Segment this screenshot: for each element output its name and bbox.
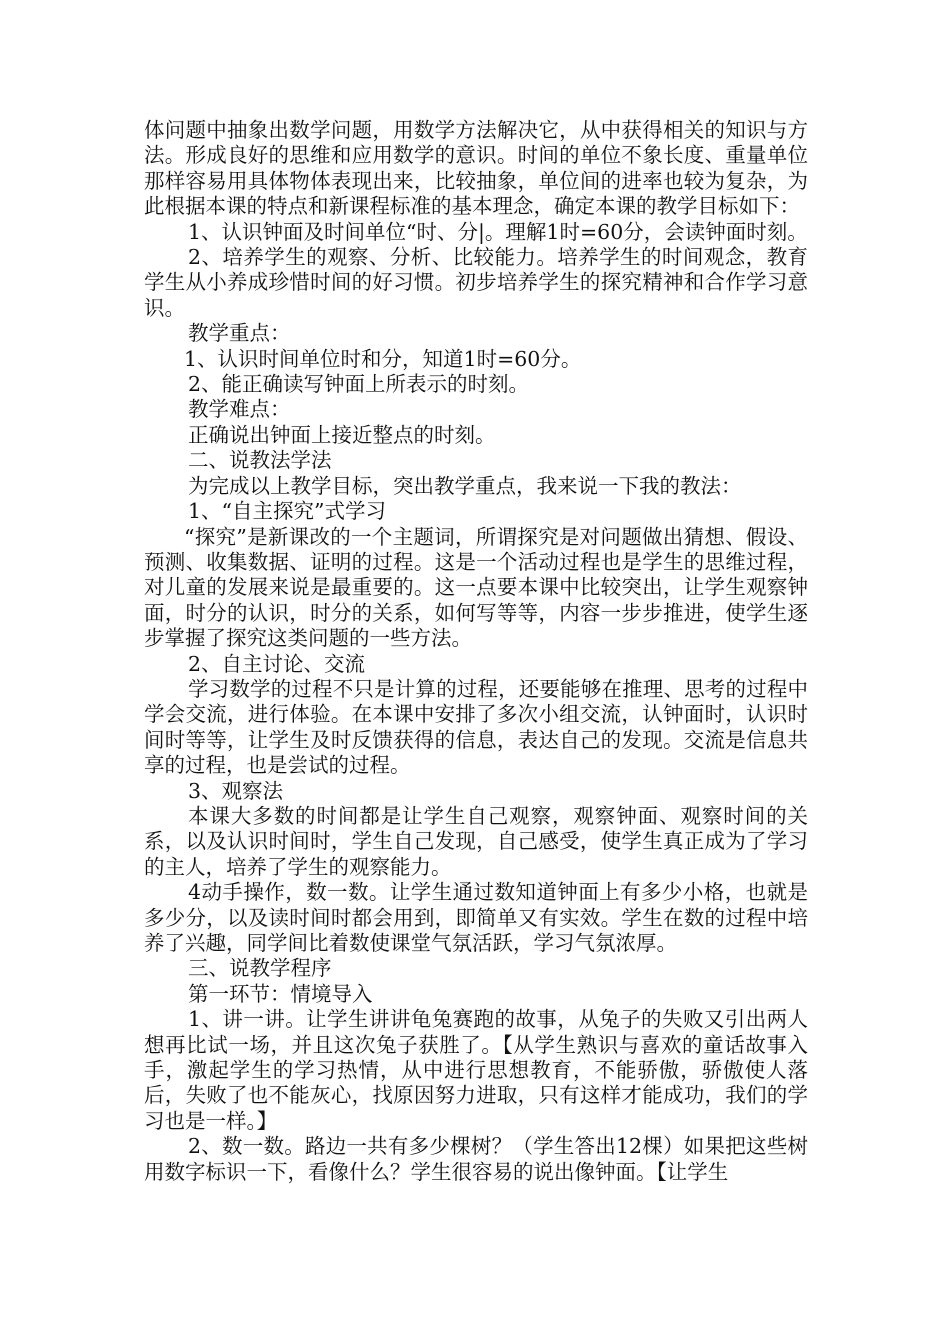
paragraph: 2、培养学生的观察、分析、比较能力。培养学生的时间观念，教育学生从小养成珍惜时间的好习惯。初步培养学生的探究精神和合作学习意识。	[144, 245, 808, 320]
section-heading: 二、说教法学法	[188, 448, 332, 473]
section-heading: 教学难点：	[188, 397, 291, 422]
paragraph: 2、能正确读写钟面上所表示的时刻。	[188, 372, 530, 397]
paragraph: 学习数学的过程不只是计算的过程，还要能够在推理、思考的过程中学会交流，进行体验。在本课中安排了多次小组交流，认钟面时，认识时间时等等，让学生及时反馈获得的信息，表达自己的发现。交流是信息共享的过程，也是尝试的过程。	[144, 676, 808, 778]
paragraph: 1、认识时间单位时和分，知道1时=60分。	[184, 346, 582, 371]
paragraph: 为完成以上教学目标，突出教学重点，我来说一下我的教法：	[188, 473, 742, 498]
section-heading: 三、说教学程序	[188, 956, 332, 981]
paragraph: 正确说出钟面上接近整点的时刻。	[188, 422, 496, 447]
subsection-heading: 2、自主讨论、交流	[188, 651, 366, 676]
paragraph: 1、讲一讲。让学生讲讲龟兔赛跑的故事，从兔子的失败又引出两人想再比试一场，并且这次兔子获胜了。【从学生熟识与喜欢的童话故事入手，激起学生的学习热情，从中进行思想教育，不能骄傲，骄傲使人落后，失败了也不能灰心，找原因努力进取，只有这样才能成功，我们的学习也是一样。】	[144, 1007, 808, 1133]
subsection-heading: 第一环节：情境导入	[188, 981, 373, 1006]
paragraph: “探究”是新课改的一个主题词，所谓探究是对问题做出猜想、假设、预测、收集数据、证明的过程。这是一个活动过程也是学生的思维过程，对儿童的发展来说是最重要的。这一点要本课中比较突出，让学生观察钟面，时分的认识，时分的关系，如何写等等，内容一步步推进，使学生逐步掌握了探究这类问题的一些方法。	[144, 524, 808, 651]
subsection-heading: 3、观察法	[188, 778, 284, 803]
subsection-heading: 1、“自主探究”式学习	[188, 499, 387, 524]
paragraph: 1、认识钟面及时间单位“时、分|。理解1时=60分，会读钟面时刻。	[188, 219, 808, 244]
section-heading: 教学重点：	[188, 321, 291, 346]
paragraph: 本课大多数的时间都是让学生自己观察，观察钟面、观察时间的关系，以及认识时间时，学生自己发现，自己感受，使学生真正成为了学习的主人，培养了学生的观察能力。	[144, 803, 808, 879]
paragraph: 体问题中抽象出数学问题，用数学方法解决它，从中获得相关的知识与方法。形成良好的思维和应用数学的意识。时间的单位不象长度、重量单位那样容易用具体物体表现出来，比较抽象，单位间的进率也较为复杂，为此根据本课的特点和新课程标准的基本理念，确定本课的教学目标如下：	[144, 118, 808, 219]
paragraph: 2、数一数。路边一共有多少棵树？（学生答出12棵）如果把这些树用数字标识一下，看像什么？学生很容易的说出像钟面。【让学生	[144, 1134, 808, 1184]
paragraph: 4动手操作，数一数。让学生通过数知道钟面上有多少小格，也就是多少分，以及读时间时都会用到，即简单又有实效。学生在数的过程中培养了兴趣，同学间比着数使课堂气氛活跃，学习气氛浓厚。	[144, 880, 808, 955]
document-body	[144, 118, 808, 1185]
